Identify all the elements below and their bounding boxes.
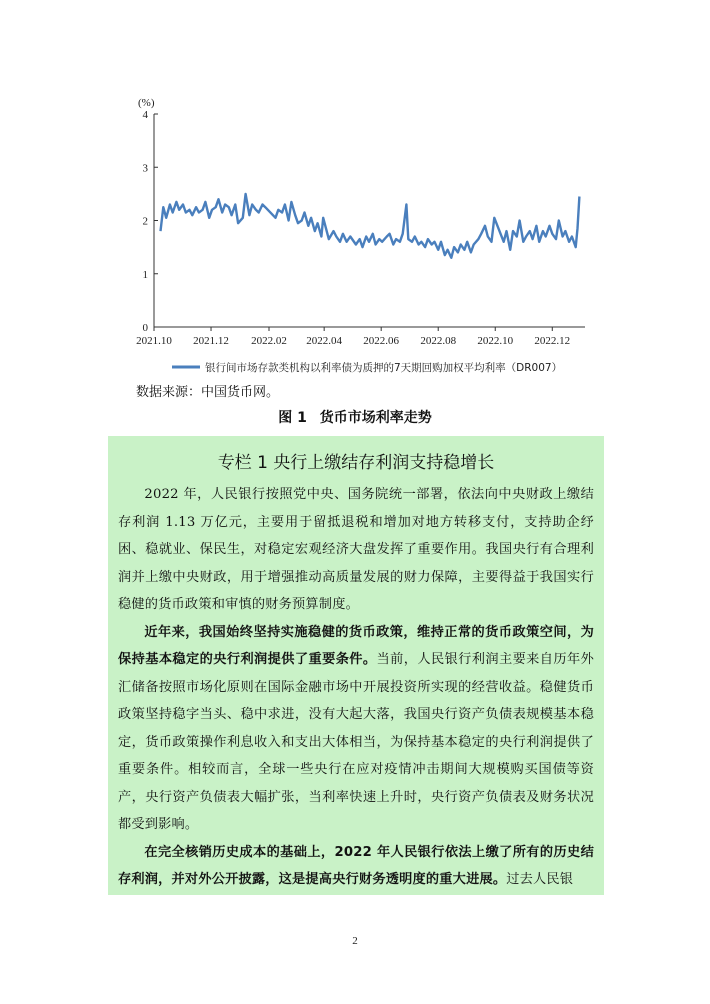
y-tick-label: 2 (142, 215, 148, 228)
rate-chart (120, 90, 600, 390)
paragraph-3-text: 过去人民银 (506, 872, 574, 887)
column-box (108, 436, 604, 895)
x-tick-label: 2022.08 (420, 335, 457, 347)
x-tick-label: 2021.10 (136, 335, 172, 347)
y-tick-label: 1 (142, 268, 148, 281)
figure-number: 图 1 (278, 410, 307, 426)
paragraph-1 (118, 481, 594, 619)
paragraph-3-bold: 在完全核销历史成本的基础上，2022 年人民银行依法上缴了所有的历史结存利润，并对外公开披露，这是提高央行财务透明度的重大进展。 (118, 844, 594, 887)
x-tick-label: 2021.12 (193, 335, 229, 347)
paragraph-1-text: 2022 年，人民银行按照党中央、国务院统一部署，依法向中央财政上缴结存利润 1.13 万亿元，主要用于留抵退税和增加对地方转移支付，支持助企纾困、稳就业、保民生，对稳定宏观经济大盘发挥了重要作用。我国央行有合理利润并上缴中央财政，用于增强推动高质量发展的财力保障，主要得益于我国实行稳健的货币政策和审慎的财务预算制度。 (118, 487, 594, 612)
x-tick-label: 2022.04 (306, 335, 343, 347)
figure-caption (0, 407, 710, 427)
x-tick-label: 2022.12 (534, 335, 571, 347)
column-title: 专栏 1 央行上缴结存利润支持稳增长 (217, 453, 495, 473)
figure-title: 货币市场利率走势 (319, 410, 432, 426)
paragraph-3 (118, 839, 594, 894)
paragraph-2 (118, 619, 594, 839)
y-tick-label: 0 (142, 322, 148, 334)
dr007-series-line (161, 194, 580, 258)
rate-chart-svg (120, 90, 600, 390)
x-tick-label: 2022.10 (477, 335, 514, 347)
y-tick-label: 4 (142, 109, 148, 121)
y-tick-label: 3 (142, 162, 148, 175)
paragraph-2-text: 当前，人民银行利润主要来自历年外汇储备按照市场化原则在国际金融市场中开展投资所实现的经营收益。稳健货币政策坚持稳字当头、稳中求进，没有大起大落，我国央行资产负债表规模基本稳定，货币政策操作利息收入和支出大体相当，为保持基本稳定的央行利润提供了重要条件。相较而言，全球一些央行在应对疫情冲击期间大规模购买国债等资产，央行资产负债表大幅扩张，当利率快速上升时，央行资产负债表及财务状况都受到影响。 (118, 652, 594, 832)
legend-label: 银行间市场存款类机构以利率债为质押的7天期回购加权平均利率（DR007） (205, 362, 563, 374)
x-tick-label: 2022.06 (363, 335, 400, 347)
x-tick-label: 2022.02 (251, 335, 287, 347)
page-number: 2 (352, 935, 358, 947)
y-unit-label: (%) (138, 97, 155, 109)
data-source: 数据来源：中国货币网。 (136, 385, 280, 400)
paragraph-2-bold: 近年来，我国始终坚持实施稳健的货币政策，维持正常的货币政策空间，为保持基本稳定的央行利润提供了重要条件。 (118, 624, 594, 667)
